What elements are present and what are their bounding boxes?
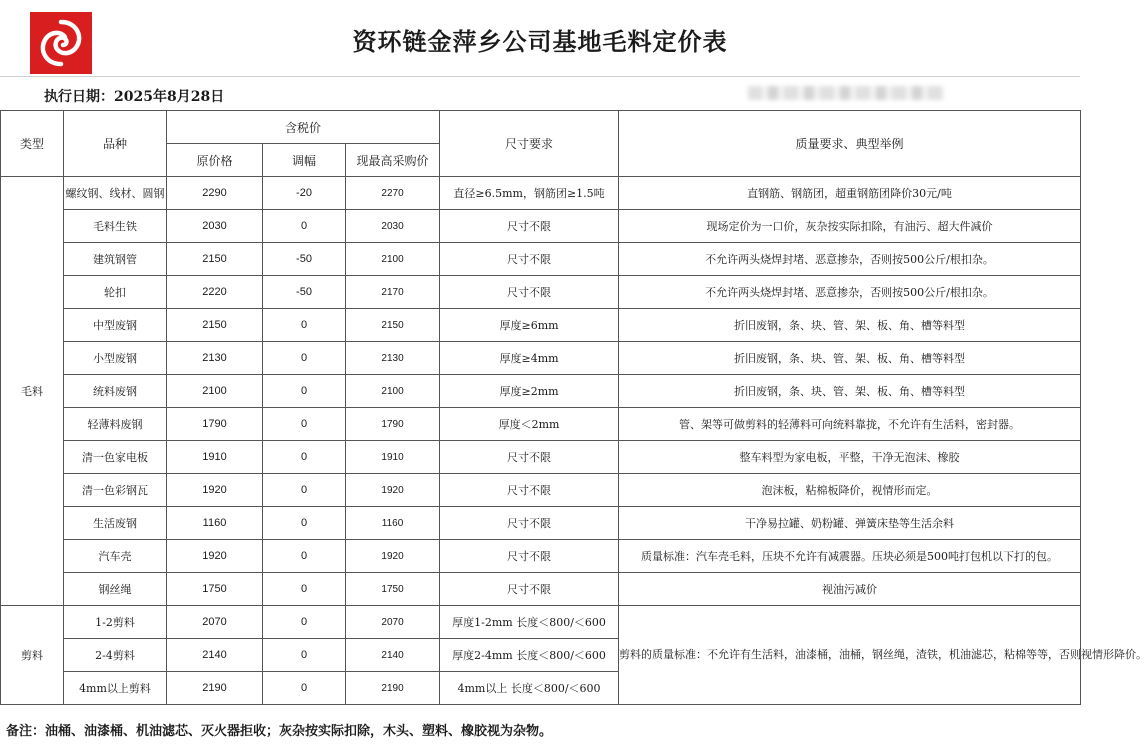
redacted-text [748,86,944,100]
adjust-cell: -50 [263,243,346,276]
size-cell: 厚度1-2mm 长度＜800/＜600 [440,606,619,639]
current-price-cell: 1910 [346,441,440,474]
adjust-cell: 0 [263,573,346,606]
current-price-cell: 2100 [346,243,440,276]
orig-price-cell: 1790 [167,408,263,441]
variety-cell: 螺纹钢、线材、圆钢 [64,177,167,210]
size-cell: 尺寸不限 [440,474,619,507]
variety-cell: 1-2剪料 [64,606,167,639]
orig-price-cell: 2290 [167,177,263,210]
quality-cell: 管、架等可做剪料的轻薄料可向统料靠拢，不允许有生活料，密封器。 [619,408,1081,441]
orig-price-cell: 1920 [167,540,263,573]
table-row [1,210,1081,243]
orig-price-cell: 2130 [167,342,263,375]
current-price-cell: 1920 [346,540,440,573]
adjust-cell: 0 [263,672,346,705]
current-price-cell: 1750 [346,573,440,606]
quality-cell: 质量标准：汽车壳毛料，压块不允许有减震器。压块必须是500吨打包机以下打的包。 [619,540,1081,573]
header-adjust: 调幅 [263,144,346,177]
current-price-cell: 1160 [346,507,440,540]
footer-note: 备注：油桶、油漆桶、机油滤芯、灭火器拒收；灰杂按实际扣除，木头、塑料、橡胶视为杂物。 [6,724,553,739]
size-cell: 尺寸不限 [440,573,619,606]
header-size: 尺寸要求 [440,111,619,177]
size-cell: 厚度≥6mm [440,309,619,342]
type-cell: 毛料 [1,177,64,606]
table-row [1,507,1081,540]
adjust-cell: 0 [263,606,346,639]
orig-price-cell: 2150 [167,243,263,276]
current-price-cell: 2100 [346,375,440,408]
orig-price-cell: 1750 [167,573,263,606]
adjust-cell: 0 [263,474,346,507]
size-cell: 直径≥6.5mm，钢筋团≥1.5吨 [440,177,619,210]
quality-cell: 视油污减价 [619,573,1081,606]
orig-price-cell: 2150 [167,309,263,342]
orig-price-cell: 2190 [167,672,263,705]
table-row [1,606,1081,639]
header-variety: 品种 [64,111,167,177]
current-price-cell: 2150 [346,309,440,342]
adjust-cell: 0 [263,210,346,243]
adjust-cell: -20 [263,177,346,210]
size-cell: 尺寸不限 [440,276,619,309]
size-cell: 尺寸不限 [440,507,619,540]
price-table [0,110,1147,705]
header-current-max: 现最高采购价 [346,144,440,177]
orig-price-cell: 2100 [167,375,263,408]
current-price-cell: 1920 [346,474,440,507]
current-price-cell: 2190 [346,672,440,705]
size-cell: 尺寸不限 [440,540,619,573]
size-cell: 4mm以上 长度＜800/＜600 [440,672,619,705]
variety-cell: 4mm以上剪料 [64,672,167,705]
current-price-cell: 2130 [346,342,440,375]
table-row [1,408,1081,441]
quality-cell: 整车料型为家电板，平整，干净无泡沫、橡胶 [619,441,1081,474]
size-cell: 厚度≥4mm [440,342,619,375]
orig-price-cell: 1920 [167,474,263,507]
quality-cell: 泡沫板，粘棉板降价，视情形而定。 [619,474,1081,507]
variety-cell: 中型废钢 [64,309,167,342]
variety-cell: 毛料生铁 [64,210,167,243]
variety-cell: 清一色彩钢瓦 [64,474,167,507]
variety-cell: 汽车壳 [64,540,167,573]
table-row [1,309,1081,342]
table-row [1,474,1081,507]
variety-cell: 建筑钢管 [64,243,167,276]
table-row [1,243,1081,276]
current-price-cell: 1790 [346,408,440,441]
adjust-cell: 0 [263,639,346,672]
table-row [1,177,1081,210]
adjust-cell: 0 [263,507,346,540]
variety-cell: 小型废钢 [64,342,167,375]
quality-cell: 折旧废钢，条、块、管、架、板、角、槽等料型 [619,309,1081,342]
table-row [1,375,1081,408]
quality-cell: 不允许两头烧焊封堵、恶意掺杂，否则按500公斤/根扣杂。 [619,276,1081,309]
variety-cell: 清一色家电板 [64,441,167,474]
adjust-cell: 0 [263,540,346,573]
current-price-cell: 2070 [346,606,440,639]
size-cell: 尺寸不限 [440,441,619,474]
current-price-cell: 2270 [346,177,440,210]
header-divider [0,76,1080,77]
orig-price-cell: 2140 [167,639,263,672]
quality-cell: 现场定价为一口价，灰杂按实际扣除，有油污、超大件减价 [619,210,1081,243]
current-price-cell: 2170 [346,276,440,309]
table-row [1,342,1081,375]
header-type: 类型 [1,111,64,177]
quality-cell: 折旧废钢，条、块、管、架、板、角、槽等料型 [619,375,1081,408]
header-quality: 质量要求、典型举例 [619,111,1081,177]
adjust-cell: 0 [263,375,346,408]
orig-price-cell: 1910 [167,441,263,474]
quality-cell: 折旧废钢，条、块、管、架、板、角、槽等料型 [619,342,1081,375]
quality-cell: 干净易拉罐、奶粉罐、弹簧床垫等生活余料 [619,507,1081,540]
size-cell: 尺寸不限 [440,243,619,276]
adjust-cell: 0 [263,309,346,342]
table-body [1,177,1147,705]
orig-price-cell: 2070 [167,606,263,639]
table-row [1,276,1081,309]
table-row [1,540,1081,573]
variety-cell: 2-4剪料 [64,639,167,672]
size-cell: 尺寸不限 [440,210,619,243]
adjust-cell: -50 [263,276,346,309]
page-title: 资环链金萍乡公司基地毛料定价表 [352,27,728,56]
current-price-cell: 2140 [346,639,440,672]
orig-price-cell: 1160 [167,507,263,540]
execution-date: 执行日期：2025年8月28日 [44,89,225,105]
size-cell: 厚度2-4mm 长度＜800/＜600 [440,639,619,672]
variety-cell: 轻薄料废钢 [64,408,167,441]
adjust-cell: 0 [263,342,346,375]
header-tax-price: 含税价 [167,111,440,144]
quality-cell-merged: 剪料的质量标准：不允许有生活料，油漆桶，油桶，钢丝绳，渣铁，机油滤芯，粘棉等等，否则视情形降价。 [619,606,1081,705]
quality-cell: 直钢筋、钢筋团，超重钢筋团降价30元/吨 [619,177,1081,210]
table-row [1,441,1081,474]
size-cell: 厚度＜2mm [440,408,619,441]
current-price-cell: 2030 [346,210,440,243]
size-cell: 厚度≥2mm [440,375,619,408]
adjust-cell: 0 [263,441,346,474]
header-orig-price: 原价格 [167,144,263,177]
variety-cell: 统料废钢 [64,375,167,408]
type-cell: 剪料 [1,606,64,705]
table-row [1,573,1081,606]
orig-price-cell: 2220 [167,276,263,309]
adjust-cell: 0 [263,408,346,441]
variety-cell: 轮扣 [64,276,167,309]
variety-cell: 钢丝绳 [64,573,167,606]
quality-cell: 不允许两头烧焊封堵、恶意掺杂，否则按500公斤/根扣杂。 [619,243,1081,276]
orig-price-cell: 2030 [167,210,263,243]
variety-cell: 生活废钢 [64,507,167,540]
